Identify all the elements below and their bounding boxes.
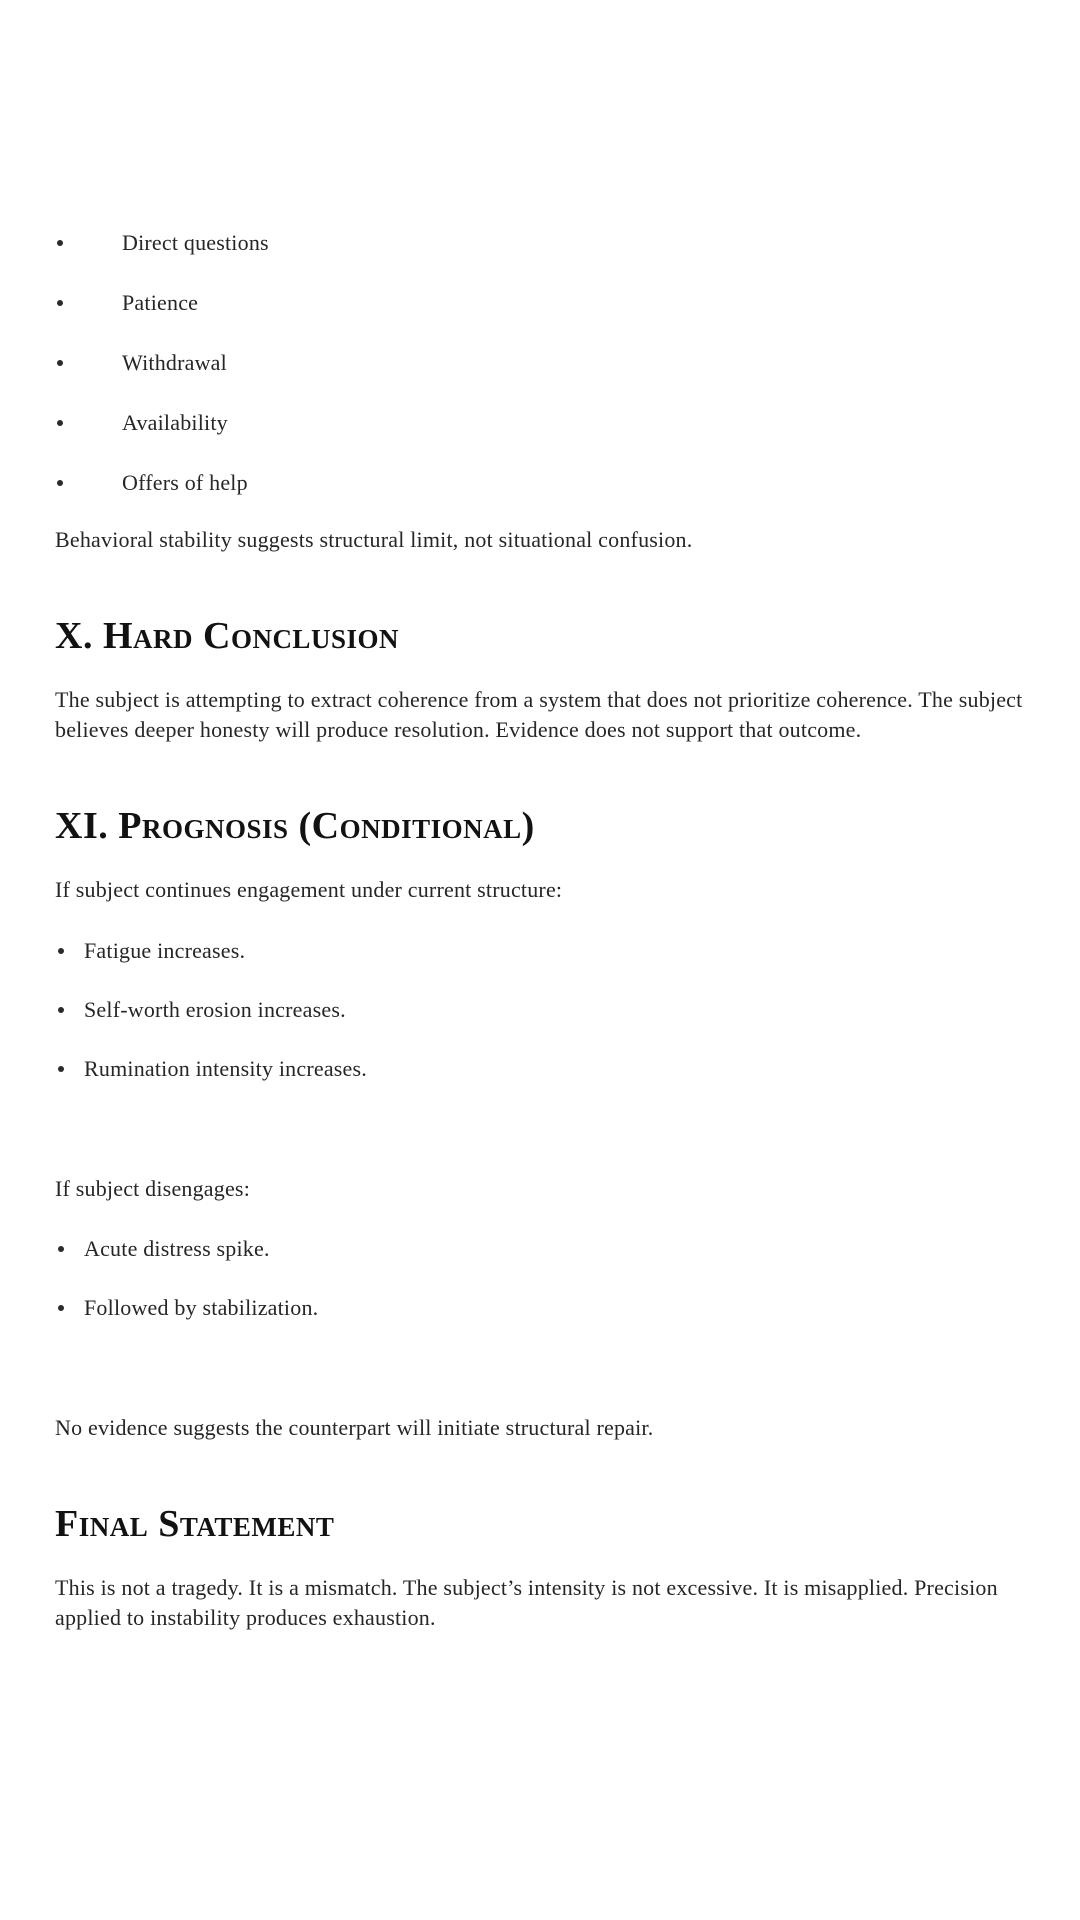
section-heading-hard-conclusion: X. Hard Conclusion <box>55 615 399 657</box>
list-item: Self-worth erosion increases. <box>55 995 1025 1025</box>
prognosis-continues-list <box>55 936 1025 1084</box>
prognosis-disengages-intro: If subject disengages: <box>55 1176 251 1201</box>
final-statement-body: This is not a tragedy. It is a mismatch. The subject’s intensity is not excessive. It is misapplied. Precision applied to instability produces exhaustion. <box>55 1575 998 1630</box>
section-heading-final-statement: Final Statement <box>55 1503 335 1545</box>
list-item: Fatigue increases. <box>55 936 1025 966</box>
list-item: Availability <box>55 408 1025 438</box>
observed-behaviors-list <box>55 228 1025 498</box>
list-item: Offers of help <box>55 468 1025 498</box>
list-item: Rumination intensity increases. <box>55 1054 1025 1084</box>
section-heading-prognosis: XI. Prognosis (Conditional) <box>55 805 535 847</box>
list-item: Acute distress spike. <box>55 1234 1025 1264</box>
list-item: Patience <box>55 288 1025 318</box>
prognosis-continues-intro: If subject continues engagement under current structure: <box>55 877 563 902</box>
prognosis-note: No evidence suggests the counterpart will initiate structural repair. <box>55 1415 654 1440</box>
list-item: Direct questions <box>55 228 1025 258</box>
list-item: Followed by stabilization. <box>55 1293 1025 1323</box>
prognosis-disengages-list <box>55 1234 1025 1323</box>
behavior-summary-text: Behavioral stability suggests structural limit, not situational confusion. <box>55 527 693 552</box>
list-item: Withdrawal <box>55 348 1025 378</box>
hard-conclusion-body: The subject is attempting to extract coherence from a system that does not prioritize coherence. The subject believes deeper honesty will produce resolution. Evidence does not support that outcome. <box>55 687 1023 742</box>
